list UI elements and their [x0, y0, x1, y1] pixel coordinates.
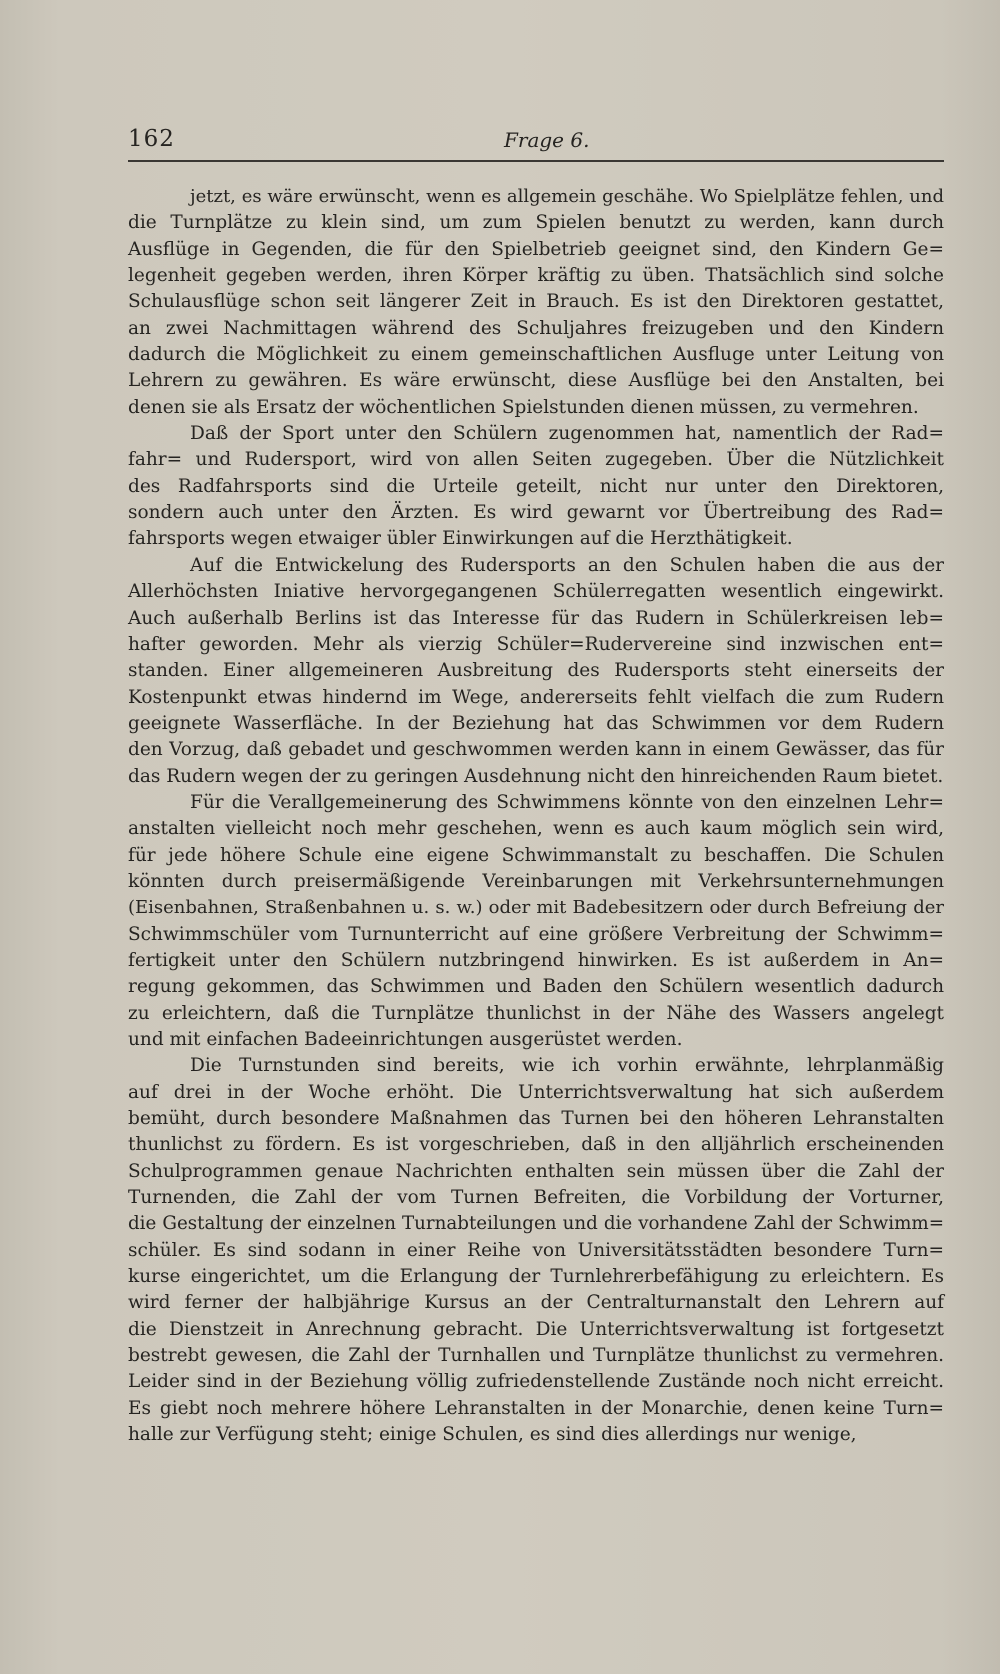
text-line: (Eisenbahnen, Straßenbahnen u. s. w.) oder mit Badebesitzern oder durch Befreiung der: [128, 897, 944, 919]
text-line: auf drei in der Woche erhöht. Die Unterrichtsverwaltung hat sich außerdem: [128, 1081, 944, 1103]
text-line: Ausflüge in Gegenden, die für den Spielbetrieb geeignet sind, den Kindern Ge=: [128, 238, 944, 260]
text-line: die Gestaltung der einzelnen Turnabteilungen und die vorhandene Zahl der Schwimm=: [128, 1213, 944, 1235]
text-line: bemüht, durch besondere Maßnahmen das Turnen bei den höheren Lehranstalten: [128, 1108, 944, 1130]
text-line: und mit einfachen Badeeinrichtungen ausgerüstet werden.: [128, 1029, 683, 1050]
text-line: Leider sind in der Beziehung völlig zufriedenstellende Zustände noch nicht erreicht.: [128, 1371, 944, 1393]
paragraph: [128, 1053, 944, 1448]
text-line: den Vorzug, daß gebadet und geschwommen werden kann in einem Gewässer, das für: [128, 739, 944, 761]
text-line: wird ferner der halbjährige Kursus an der Centralturnanstalt den Lehrern auf: [128, 1292, 944, 1314]
text-line: fertigkeit unter den Schülern nutzbringend hinwirken. Es ist außerdem in An=: [128, 949, 944, 971]
text-line: geeignete Wasserfläche. In der Beziehung hat das Schwimmen vor dem Rudern: [128, 712, 944, 734]
text-line: denen sie als Ersatz der wöchentlichen Spielstunden dienen müssen, zu vermehren.: [128, 396, 919, 418]
running-title: Frage 6.: [504, 128, 590, 152]
text-line: zu erleichtern, daß die Turnplätze thunlichst in der Nähe des Wassers angelegt: [128, 1002, 944, 1024]
page-header: [128, 126, 944, 162]
text-line: regung gekommen, das Schwimmen und Baden den Schülern wesentlich dadurch: [128, 976, 944, 998]
text-line: die Turnplätze zu klein sind, um zum Spielen benutzt zu werden, kann durch: [128, 212, 944, 234]
text-line: an zwei Nachmittagen während des Schuljahres freizugeben und den Kindern: [128, 317, 944, 339]
text-line: des Radfahrsports sind die Urteile geteilt, nicht nur unter den Direktoren,: [128, 475, 944, 497]
text-line: standen. Einer allgemeineren Ausbreitung des Rudersports steht einerseits der: [128, 660, 944, 682]
paragraph: [128, 553, 944, 790]
paragraph: [128, 184, 944, 421]
text-line: anstalten vielleicht noch mehr geschehen, wenn es auch kaum möglich sein wird,: [128, 818, 944, 840]
text-line: schüler. Es sind sodann in einer Reihe von Universitätsstädten besondere Turn=: [128, 1239, 944, 1261]
text-line: bestrebt gewesen, die Zahl der Turnhallen und Turnplätze thunlichst zu vermehren.: [128, 1345, 944, 1367]
text-line: halle zur Verfügung steht; einige Schulen, es sind dies allerdings nur wenige,: [128, 1424, 857, 1446]
text-line: die Dienstzeit in Anrechnung gebracht. Die Unterrichtsverwaltung ist fortgesetzt: [128, 1318, 944, 1340]
page-number: 162: [128, 126, 175, 152]
text-line: Daß der Sport unter den Schülern zugenommen hat, namentlich der Rad=: [190, 423, 944, 445]
text-line: jetzt, es wäre erwünscht, wenn es allgemein geschähe. Wo Spielplätze fehlen, und: [190, 186, 944, 207]
text-line: fahrsports wegen etwaiger übler Einwirkungen auf die Herzthätigkeit.: [128, 528, 793, 550]
text-line: Schulprogrammen genaue Nachrichten enthalten sein müssen über die Zahl der: [128, 1160, 944, 1182]
text-line: das Rudern wegen der zu geringen Ausdehnung nicht den hinreichenden Raum bietet.: [128, 765, 944, 787]
text-line: hafter geworden. Mehr als vierzig Schüler=Rudervereine sind inzwischen ent=: [128, 633, 944, 655]
text-line: für jede höhere Schule eine eigene Schwimmanstalt zu beschaffen. Die Schulen: [128, 844, 944, 866]
text-line: fahr= und Rudersport, wird von allen Seiten zugegeben. Über die Nützlichkeit: [128, 449, 944, 471]
paragraph: [128, 421, 944, 553]
text-line: Es giebt noch mehrere höhere Lehranstalten in der Monarchie, denen keine Turn=: [128, 1397, 944, 1419]
text-line: legenheit gegeben werden, ihren Körper kräftig zu üben. Thatsächlich sind solche: [128, 265, 944, 287]
text-line: könnten durch preisermäßigende Vereinbarungen mit Verkehrsunternehmungen: [128, 870, 944, 892]
text-line: Die Turnstunden sind bereits, wie ich vorhin erwähnte, lehrplanmäßig: [190, 1055, 944, 1077]
text-line: Schwimmschüler vom Turnunterricht auf eine größere Verbreitung der Schwimm=: [128, 923, 944, 945]
text-line: Lehrern zu gewähren. Es wäre erwünscht, diese Ausflüge bei den Anstalten, bei: [128, 370, 944, 392]
text-line: Auf die Entwickelung des Rudersports an den Schulen haben die aus der: [190, 554, 944, 576]
text-line: sondern auch unter den Ärzten. Es wird gewarnt vor Übertreibung des Rad=: [128, 502, 944, 524]
text-line: Für die Verallgemeinerung des Schwimmens könnte von den einzelnen Lehr=: [190, 791, 944, 813]
text-line: Turnenden, die Zahl der vom Turnen Befreiten, die Vorbildung der Vorturner,: [128, 1187, 944, 1209]
text-line: Kostenpunkt etwas hindernd im Wege, andererseits fehlt vielfach die zum Rudern: [128, 686, 944, 708]
text-line: Auch außerhalb Berlins ist das Interesse für das Rudern in Schülerkreisen leb=: [128, 607, 944, 629]
text-line: dadurch die Möglichkeit zu einem gemeinschaftlichen Ausfluge unter Leitung von: [128, 344, 944, 366]
text-line: kurse eingerichtet, um die Erlangung der Turnlehrerbefähigung zu erleichtern. Es: [128, 1266, 944, 1288]
text-line: thunlichst zu fördern. Es ist vorgeschrieben, daß in den alljährlich erscheinenden: [128, 1134, 944, 1156]
paragraph: [128, 790, 944, 1053]
body-text: [128, 184, 944, 1449]
text-line: Allerhöchsten Iniative hervorgegangenen Schülerregatten wesentlich eingewirkt.: [128, 581, 944, 603]
text-line: Schulausflüge schon seit längerer Zeit in Brauch. Es ist den Direktoren gestattet,: [128, 291, 944, 313]
